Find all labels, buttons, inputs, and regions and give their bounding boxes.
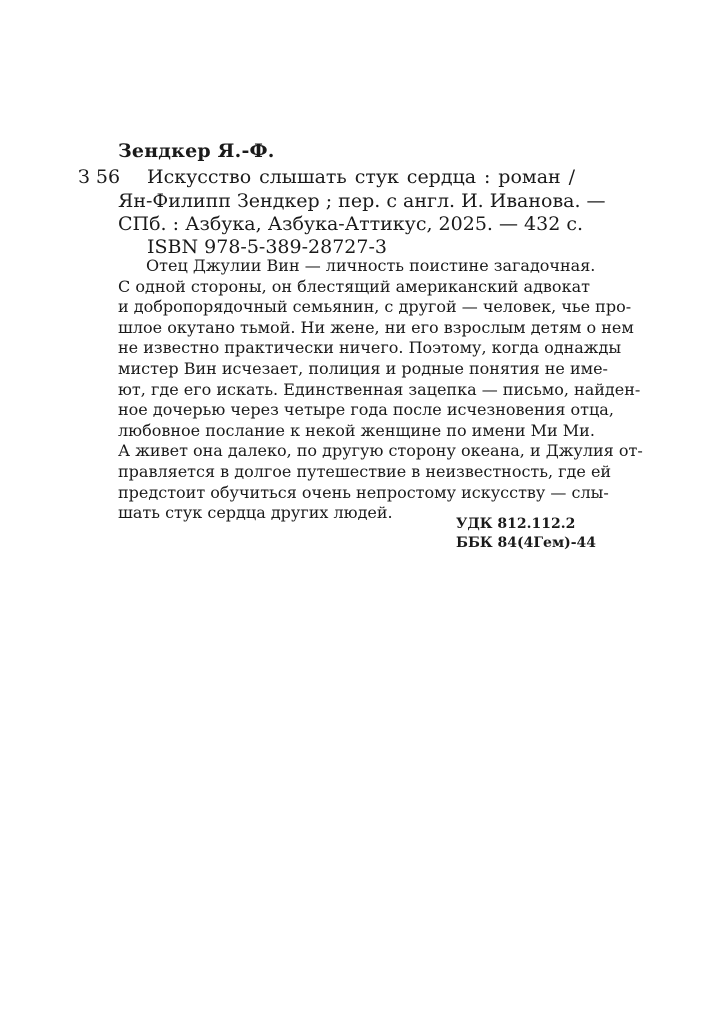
annotation-line: шать стук сердца других людей. (118, 503, 393, 523)
annotation-line: Отец Джулии Вин — личность поистине загадочная. (146, 256, 596, 275)
title-line-3: СПб. : Азбука, Азбука-Аттикус, 2025. — 432 с. (118, 213, 584, 235)
annotation-line: ное дочерью через четыре года после исчезновения отца, (118, 400, 614, 420)
annotation-line: предстоит обучиться очень непростому искусству — слы- (118, 482, 609, 502)
annotation-line: С одной стороны, он блестящий американский адвокат (118, 276, 590, 296)
annotation-line: правляется в долгое путешествие в неизвестность, где ей (118, 461, 612, 481)
annotation-line: шлое окутано тьмой. Ни жене, ни его взрослым детям о нем (118, 317, 634, 337)
annotation-line: любовное послание к некой женщине по имени Ми Ми. (118, 420, 595, 440)
annotation-line: мистер Вин исчезает, полиция и родные понятия не име- (118, 358, 608, 378)
call-number: З 56 (78, 166, 121, 188)
annotation-line: А живет она далеко, по другую сторону океана, и Джулия от- (118, 441, 643, 461)
bbk-code: ББК 84(4Гем)-44 (456, 535, 597, 551)
udk-code: УДК 812.112.2 (456, 516, 576, 532)
isbn: ISBN 978-5-389-28727-3 (147, 236, 387, 258)
annotation-line: и добропорядочный семьянин, с другой — человек, чье про- (118, 297, 632, 317)
annotation-line: не известно практически ничего. Поэтому, когда однажды (118, 338, 622, 358)
title-line-2: Ян-Филипп Зендкер ; пер. с англ. И. Иванова. — (118, 190, 606, 212)
author-heading: Зендкер Я.-Ф. (118, 140, 275, 162)
title-line-1: Искусство слышать стук сердца : роман / (147, 166, 575, 188)
annotation-line: ют, где его искать. Единственная зацепка — письмо, найден- (118, 379, 641, 399)
